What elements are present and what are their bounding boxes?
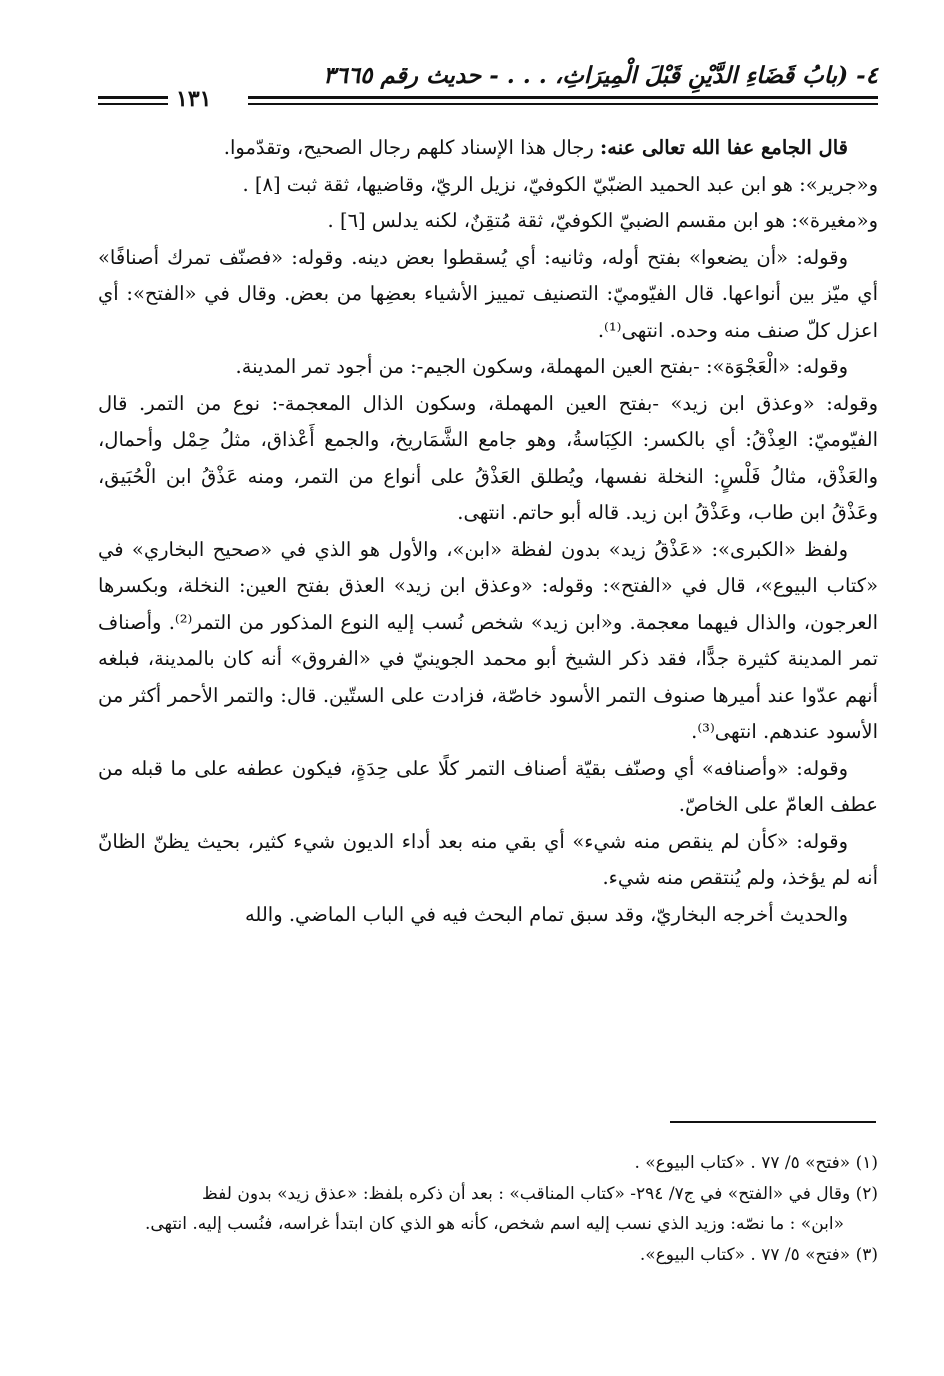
paragraph-6: وقوله: «وعذق ابن زيد» -بفتح العين المهملة، وسكون الذال المعجمة-: نوع من التمر. قال الفيّوميّ: العِذْقُ: أي بالكسر: الكِبَاسةُ، وهو جامع الشَّمَاريخ، والجمع أَعْذاق، مثلُ حِمْل وأحمال، والعَذْق، مثالُ فَلْسٍ: النخلة نفسها، ويُطلق العَذْقُ على أنواع من التمر، ومنه عَذْقُ ابن الْحُبَيق، وعَذْقُ ابن طاب، وعَذْقُ ابن زيد. قاله أبو حاتم. انتهى. [98, 391, 878, 524]
footnote-1: (١) «فتح» ٥/ ٧٧ . «كتاب البيوع» . [634, 1153, 878, 1173]
compiler-lead: قال الجامع عفا الله تعالى عنه: [600, 136, 848, 159]
footnote-separator [670, 1121, 876, 1123]
page-number: ١٣١ [176, 86, 212, 112]
paragraph-5: وقوله: «الْعَجْوَة»: -بفتح العين المهملة، وسكون الجيم-: من أجود تمر المدينة. [235, 355, 848, 378]
paragraph-7: ولفظ «الكبرى»: «عَذْقُ زيد» بدون لفظة «ابن»، والأول هو الذي في «صحيح البخاري» في «كتاب البيوع»، قال في «الفتح»: وقوله: «وعذق ابن زيد» العذق بفتح العين: النخلة، وبكسرها العرجون، والذال فيهما معجمة. و«ابن زيد» شخص نُسب إليه النوع المذكور من التمر⁽²⁾. وأصناف تمر المدينة كثيرة جدًّا، فقد ذكر الشيخ أبو محمد الجوينيّ في «الفروق» أنه كان بالمدينة، فبلغه أنهم عدّوا عند أميرها صنوف التمر الأسود خاصّة، فزادت على الستّين. قال: والتمر الأحمر أكثر من الأسود عندهم. انتهى⁽³⁾. [98, 537, 878, 743]
main-text [98, 130, 878, 933]
paragraph-9: وقوله: «كأن لم ينقص منه شيء» أي بقي منه بعد أداء الديون شيء كثير، بحيث يظنّ الظانّ أنه لم يؤخذ، ولم يُنتقص منه شيء. [98, 829, 878, 889]
paragraph-2: و«جرير»: هو ابن عبد الحميد الضبّيّ الكوفيّ، نزيل الريّ، وقاضيها، ثقة ثبت [٨] . [242, 172, 878, 196]
footnote-3: (٣) «فتح» ٥/ ٧٧ . «كتاب البيوع». [639, 1244, 878, 1265]
page-header [98, 60, 878, 110]
paragraph-10: والحديث أخرجه البخاريّ، وقد سبق تمام البحث فيه في الباب الماضي. والله [244, 902, 848, 926]
paragraph-4: وقوله: «أن يضعوا» بفتح أوله، وثانيه: أي يُسقطوا بعض دينه. وقوله: «فصنّف تمرك أصنافًا» أي ميّز بين أنواعها. قال الفيّوميّ: التصنيف تمييز الأشياء بعضِها من بعض. وقال في «الفتح»: أي اعزل كلّ صنف منه وحده. انتهى⁽¹⁾. [98, 245, 878, 342]
paragraph-1 [98, 130, 878, 167]
running-title: ٤- (بابُ قَضَاءِ الدَّيْنِ قَبْلَ الْمِيرَاثِ، . . . - حديث رقم ٣٦٦٥ [323, 62, 878, 89]
paragraph-1-text: رجال هذا الإسناد كلهم رجال الصحيح، وتقدّموا. [223, 136, 601, 159]
header-rule-left [98, 96, 168, 105]
footnote-2: (٢) وقال في «الفتح» في ج٧/ ٢٩٤- «كتاب المناقب» : بعد أن ذكره بلفظ: «عذق زيد» بدون لفظ [202, 1183, 878, 1204]
paragraph-8: وقوله: «وأصنافه» أي وصنّف بقيّة أصناف التمر كلًا على حِدَةٍ، فيكون عطفه على ما قبله من عطف العامّ على الخاصّ. [98, 756, 878, 816]
paragraph-3: و«مغيرة»: هو ابن مقسم الضبيّ الكوفيّ، ثقة مُتقِنٌ، لكنه يدلس [٦] . [327, 209, 878, 232]
header-rule-right [248, 96, 878, 105]
footnote-2-continuation: «ابن» : ما نصّه: وزيد الذي نسب إليه اسم شخص، كأنه هو الذي كان ابتدأ غراسه، فنُسب إليه. انتهى. [144, 1214, 844, 1234]
footnotes [98, 1148, 878, 1270]
